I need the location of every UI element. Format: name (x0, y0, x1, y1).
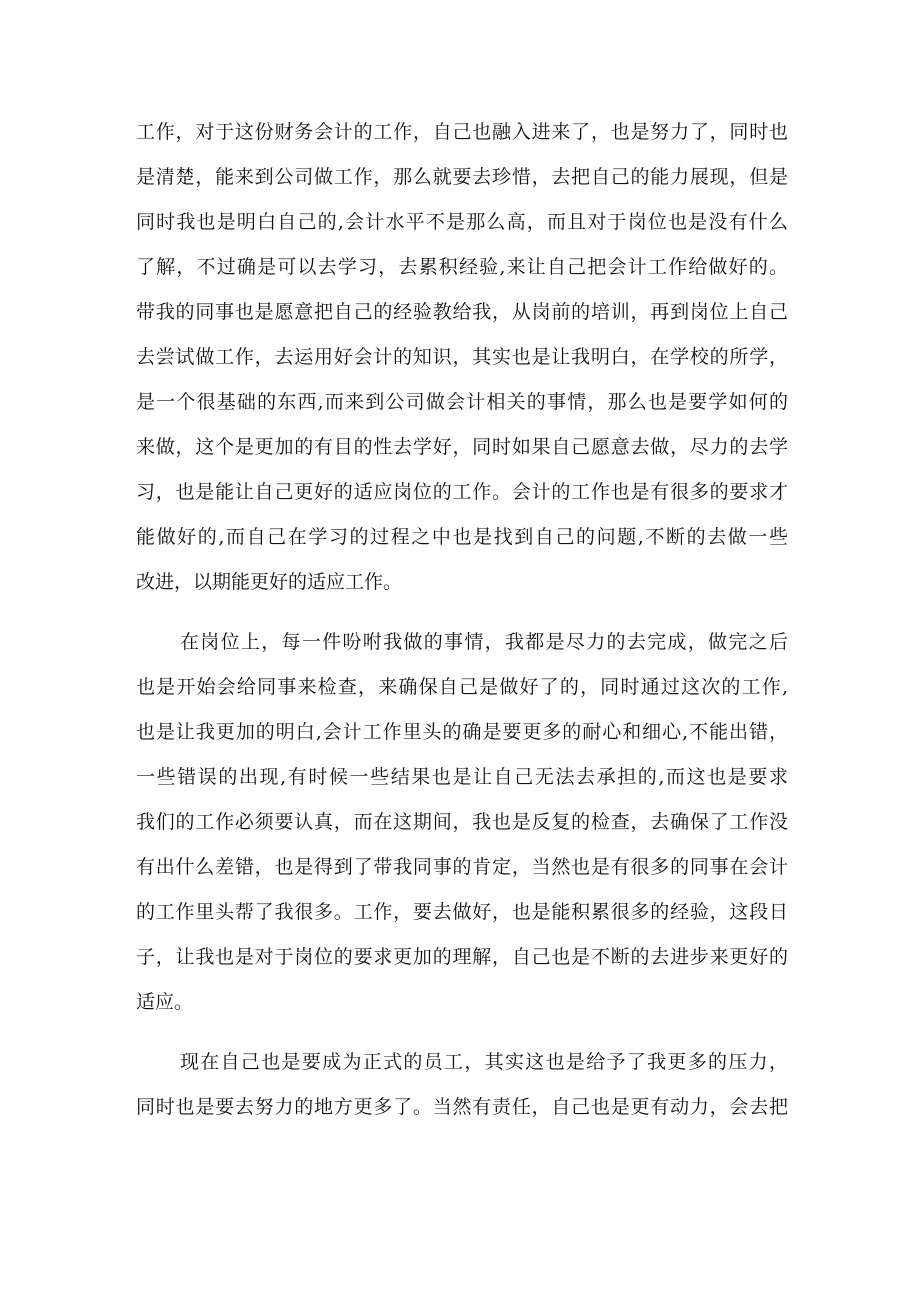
paragraph-2-line-9: 适应。 (136, 991, 194, 1013)
paragraph-1-line-1: 工作，对于这份财务会计的工作，自己也融入进来了，也是努力了，同时也 (136, 121, 788, 143)
paragraph-2-line-7: 的工作里头帮了我很多。工作，要去做好，也是能积累很多的经验，这段日 (136, 901, 788, 923)
paragraph-3-line-2: 同时也是要去努力的地方更多了。当然有责任，自己也是更有动力，会去把 (136, 1096, 788, 1118)
paragraph-1-line-5: 带我的同事也是愿意把自己的经验教给我，从岗前的培训，再到岗位上自己 (136, 301, 788, 323)
paragraph-2-line-8: 子，让我也是对于岗位的要求更加的理解，自己也是不断的去进步来更好的 (136, 946, 788, 968)
paragraph-2-line-3: 也是让我更加的明白,会计工作里头的确是要更多的耐心和细心,不能出错， (136, 721, 788, 743)
paragraph-1-line-10: 能做好的,而自己在学习的过程之中也是找到自己的问题,不断的去做一些 (136, 526, 788, 548)
paragraph-1-line-3: 同时我也是明白自己的,会计水平不是那么高，而且对于岗位也是没有什么 (136, 211, 788, 233)
paragraph-1-line-8: 来做，这个是更加的有目的性去学好，同时如果自己愿意去做，尽力的去学 (136, 436, 788, 458)
paragraph-2-line-4: 一些错误的出现,有时候一些结果也是让自己无法去承担的,而这也是要求 (136, 766, 788, 788)
paragraph-1-line-2: 是清楚，能来到公司做工作，那么就要去珍惜，去把自己的能力展现，但是 (136, 166, 788, 188)
paragraph-1-line-9: 习，也是能让自己更好的适应岗位的工作。会计的工作也是有很多的要求才 (136, 481, 788, 503)
paragraph-1-line-11: 改进，以期能更好的适应工作。 (136, 571, 403, 593)
paragraph-3-line-1: 现在自己也是要成为正式的员工，其实这也是给予了我更多的压力， (180, 1051, 788, 1073)
paragraph-2-line-6: 有出什么差错，也是得到了带我同事的肯定，当然也是有很多的同事在会计 (136, 856, 788, 878)
paragraph-1-line-4: 了解，不过确是可以去学习，去累积经验,来让自己把会计工作给做好的。 (136, 256, 788, 278)
paragraph-1-line-6: 去尝试做工作，去运用好会计的知识，其实也是让我明白，在学校的所学， (136, 346, 788, 368)
paragraph-1-line-7: 是一个很基础的东西,而来到公司做会计相关的事情，那么也是要学如何的 (136, 391, 788, 413)
paragraph-2-line-5: 我们的工作必须要认真，而在这期间，我也是反复的检查，去确保了工作没 (136, 811, 788, 833)
paragraph-2-line-2: 也是开始会给同事来检查，来确保自己是做好了的，同时通过这次的工作, (136, 676, 788, 698)
paragraph-2-line-1: 在岗位上，每一件吩咐我做的事情，我都是尽力的去完成，做完之后 (180, 631, 788, 653)
